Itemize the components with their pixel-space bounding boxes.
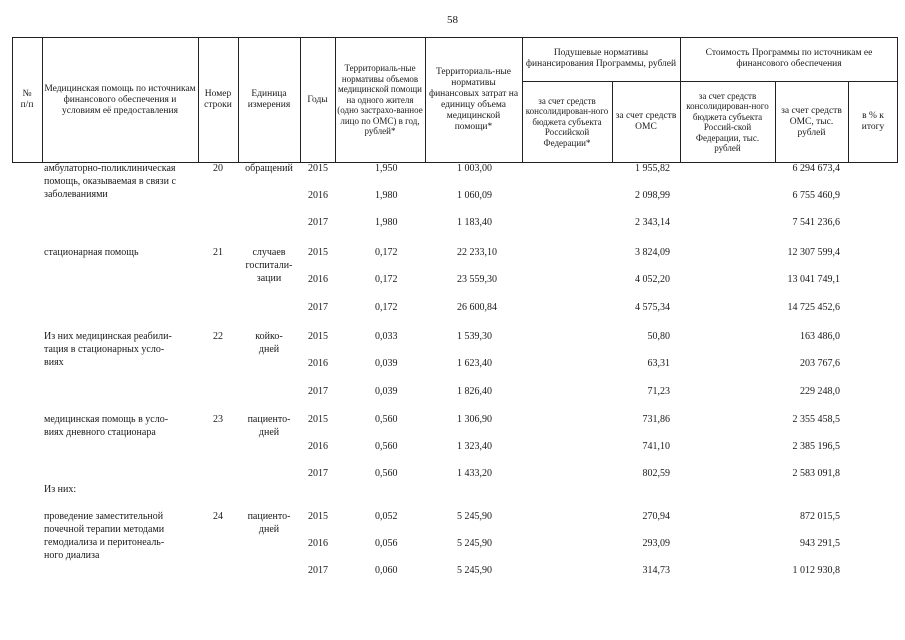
row-number: 21 [213,247,223,258]
cost-norm: 1 826,40 [457,386,492,397]
year: 2017 [308,565,328,576]
cost-norm: 1 060,09 [457,190,492,201]
cost-oms: 163 486,0 [800,331,840,342]
cost-norm: 26 600,84 [457,302,497,313]
cost-oms: 203 767,6 [800,358,840,369]
header-unit: Единица измерения [247,89,291,110]
per-capita-oms: 314,73 [642,565,670,576]
year: 2015 [308,247,328,258]
cost-norm: 1 433,20 [457,468,492,479]
row-number: 24 [213,511,223,522]
per-capita-oms: 293,09 [642,538,670,549]
volume-norm: 0,560 [375,468,398,479]
per-capita-oms: 2 343,14 [635,217,670,228]
per-capita-oms: 4 575,34 [635,302,670,313]
cost-norm: 5 245,90 [457,538,492,549]
cost-oms: 2 385 196,5 [792,441,840,452]
volume-norm: 0,060 [375,565,398,576]
subheading: Из них: [44,484,77,495]
cost-oms: 2 583 091,8 [792,468,840,479]
volume-norm: 0,033 [375,331,398,342]
header-cost-group: Стоимость Программы по источникам ее финансового обеспечения [705,48,873,69]
cost-norm: 1 323,40 [457,441,492,452]
cost-oms: 14 725 452,6 [787,302,840,313]
header-cost-norms: Территориаль-ные нормативы финансовых затрат на единицу объема медицинской помощи* [428,67,519,132]
volume-norm: 0,052 [375,511,398,522]
header-cost-pct: в % к итогу [861,111,885,132]
page-number: 58 [447,14,458,26]
year: 2016 [308,358,328,369]
per-capita-oms: 71,23 [647,386,670,397]
cost-oms: 7 541 236,6 [792,217,840,228]
header-volume-norms: Территориаль-ные нормативы объемов медицинской помощи на одного жителя (одно застрахо-ванное лицо по ОМС) в год, рублей* [337,63,423,137]
cost-oms: 13 041 749,1 [787,274,840,285]
year: 2017 [308,217,328,228]
header-name: Медицинская помощь по источникам финансового обеспечения и условиям её предоставления [44,83,196,116]
per-capita-oms: 741,10 [642,441,670,452]
header-num: № п/п [20,89,34,110]
cost-oms: 12 307 599,4 [787,247,840,258]
header-row-number: Номер строки [204,89,232,110]
year: 2017 [308,302,328,313]
row-unit: пациенто- дней [247,414,291,438]
volume-norm: 0,172 [375,274,398,285]
header-cost-budget: за счет средств консолидирован-ного бюджета субъекта Россий-ской Федерации, тыс. рублей [686,90,769,153]
cost-norm: 1 003,00 [457,163,492,174]
year: 2016 [308,441,328,452]
volume-norm: 0,056 [375,538,398,549]
cost-norm: 22 233,10 [457,247,497,258]
volume-norm: 0,172 [375,302,398,313]
volume-norm: 0,560 [375,414,398,425]
header-per-capita-group: Подушевые нормативы финансирования Программы, рублей [525,48,677,69]
row-name: проведение заместительной почечной терапии методами гемодиализа и перитонеаль- ного диализа [44,511,165,561]
cost-norm: 1 306,90 [457,414,492,425]
cost-norm: 1 183,40 [457,217,492,228]
row-name: медицинская помощь в усло- виях дневного стационара [44,414,169,438]
per-capita-oms: 4 052,20 [635,274,670,285]
row-number: 23 [213,414,223,425]
row-number: 20 [213,163,223,174]
volume-norm: 1,950 [375,163,398,174]
cost-oms: 2 355 458,5 [792,414,840,425]
year: 2016 [308,274,328,285]
header-years: Годы [307,94,328,105]
cost-norm: 5 245,90 [457,565,492,576]
cost-oms: 6 294 673,4 [792,163,840,174]
per-capita-oms: 731,86 [642,414,670,425]
volume-norm: 1,980 [375,217,398,228]
year: 2015 [308,331,328,342]
per-capita-oms: 270,94 [642,511,670,522]
cost-norm: 1 623,40 [457,358,492,369]
cost-norm: 1 539,30 [457,331,492,342]
row-unit: пациенто- дней [247,511,291,535]
year: 2016 [308,190,328,201]
cost-norm: 23 559,30 [457,274,497,285]
volume-norm: 1,980 [375,190,398,201]
cost-oms: 943 291,5 [800,538,840,549]
year: 2016 [308,538,328,549]
header-cost-oms: за счет средств ОМС, тыс. рублей [781,105,842,138]
row-number: 22 [213,331,223,342]
cost-oms: 1 012 930,8 [792,565,840,576]
row-name: Из них медицинская реабили- тация в стационарных усло- виях [44,331,172,368]
volume-norm: 0,039 [375,386,398,397]
row-name: амбулаторно-поликлиническая помощь, оказываемая в связи с заболеваниями [44,163,176,200]
row-unit: койко- дней [255,331,283,355]
year: 2017 [308,386,328,397]
volume-norm: 0,039 [375,358,398,369]
volume-norm: 0,172 [375,247,398,258]
cost-oms: 872 015,5 [800,511,840,522]
year: 2017 [308,468,328,479]
cost-norm: 5 245,90 [457,511,492,522]
per-capita-oms: 2 098,99 [635,190,670,201]
row-name: стационарная помощь [44,247,139,258]
per-capita-oms: 1 955,82 [635,163,670,174]
year: 2015 [308,163,328,174]
per-capita-oms: 802,59 [642,468,670,479]
row-unit: обращений [245,163,293,174]
cost-oms: 229 248,0 [800,386,840,397]
per-capita-oms: 3 824,09 [635,247,670,258]
row-unit: случаев госпитали- зации [245,247,293,284]
header-per-capita-budget: за счет средств консолидирован-ного бюджета субъекта Российской Федерации* [525,95,609,148]
per-capita-oms: 50,80 [647,331,670,342]
header-per-capita-oms: за счет средств ОМС [615,111,677,132]
cost-oms: 6 755 460,9 [792,190,840,201]
year: 2015 [308,511,328,522]
per-capita-oms: 63,31 [647,358,670,369]
volume-norm: 0,560 [375,441,398,452]
year: 2015 [308,414,328,425]
